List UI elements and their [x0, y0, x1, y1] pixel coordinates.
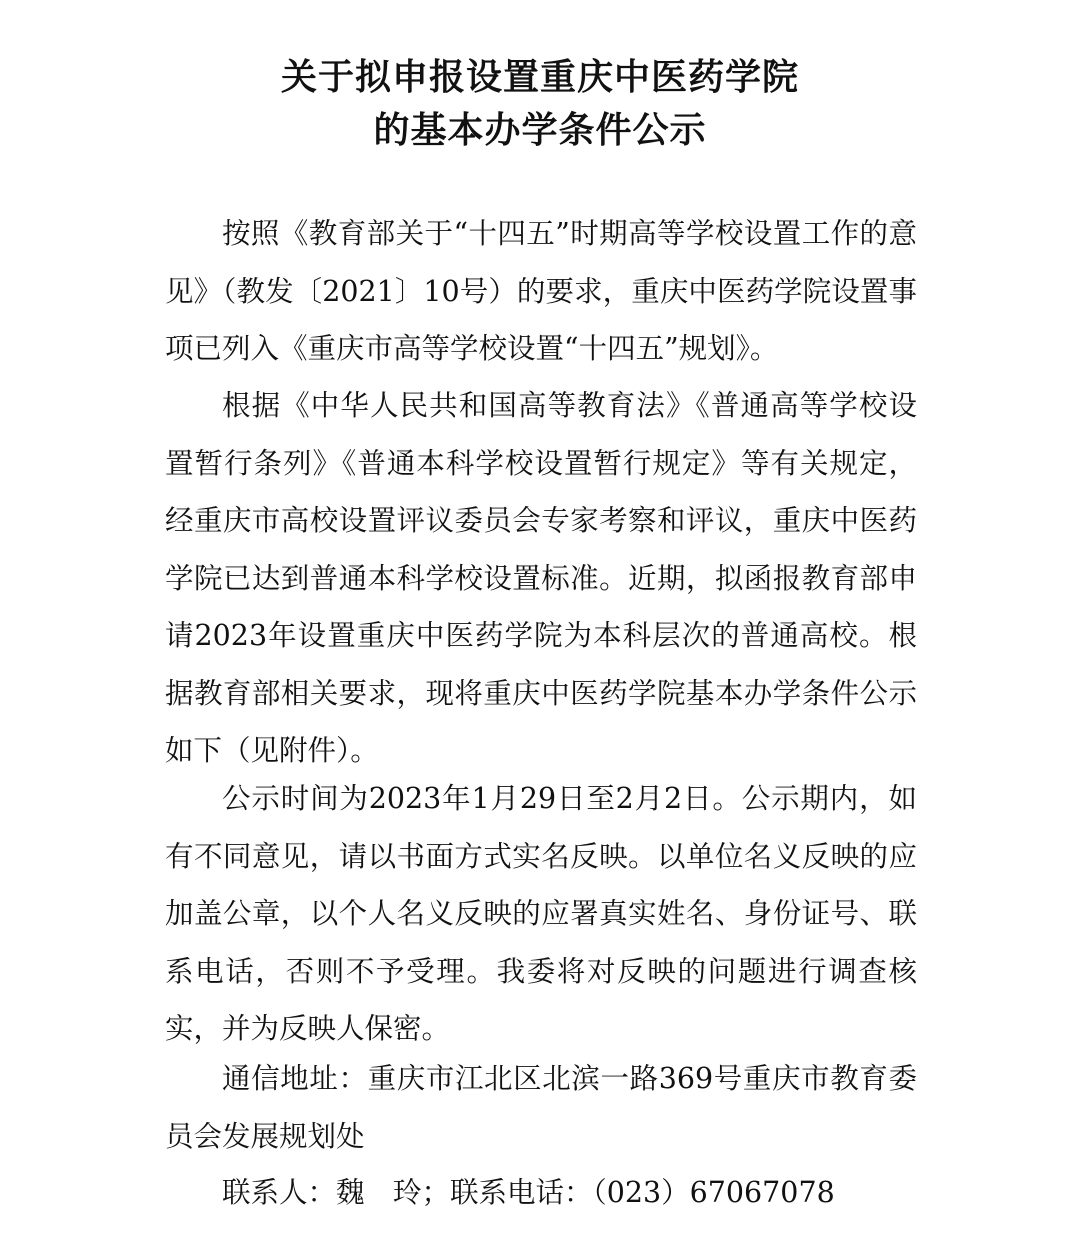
document-title-line-2: 的基本办学条件公示: [373, 110, 707, 151]
paragraph-regulations: [165, 377, 917, 780]
paragraph-contact: [165, 1164, 917, 1222]
paragraph-basis: [165, 205, 917, 378]
document-title-line-1: 关于拟申报设置重庆中医药学院: [280, 57, 799, 98]
paragraph-publicity-period: [165, 770, 917, 1058]
paragraph-text: 联系人：魏 玲；联系电话：（023）67067078: [222, 1176, 835, 1209]
paragraph-text: 通信地址：重庆市江北区北滨一路369号重庆市教育委员会发展规划处: [165, 1062, 917, 1153]
paragraph-address: [165, 1050, 917, 1165]
paragraph-text: 公示时间为2023年1月29日至2月2日。公示期内，如有不同意见，请以书面方式实名反映。以单位名义反映的应加盖公章，以个人名义反映的应署真实姓名、身份证号、联系电话，否则不予受理。我委将对反映的问题进行调查核实，并为反映人保密。: [165, 782, 917, 1045]
paragraph-text: 根据《中华人民共和国高等教育法》《普通高等学校设置暂行条列》《普通本科学校设置暂行规定》等有关规定，经重庆市高校设置评议委员会专家考察和评议，重庆中医药学院已达到普通本科学校设置标准。近期，拟函报教育部申请2023年设置重庆中医药学院为本科层次的普通高校。根据教育部相关要求，现将重庆中医药学院基本办学条件公示如下（见附件）。: [165, 389, 917, 767]
paragraph-text: 按照《教育部关于“十四五”时期高等学校设置工作的意见》（教发〔2021〕10号）的要求，重庆中医药学院设置事项已列入《重庆市高等学校设置“十四五”规划》。: [165, 217, 917, 365]
